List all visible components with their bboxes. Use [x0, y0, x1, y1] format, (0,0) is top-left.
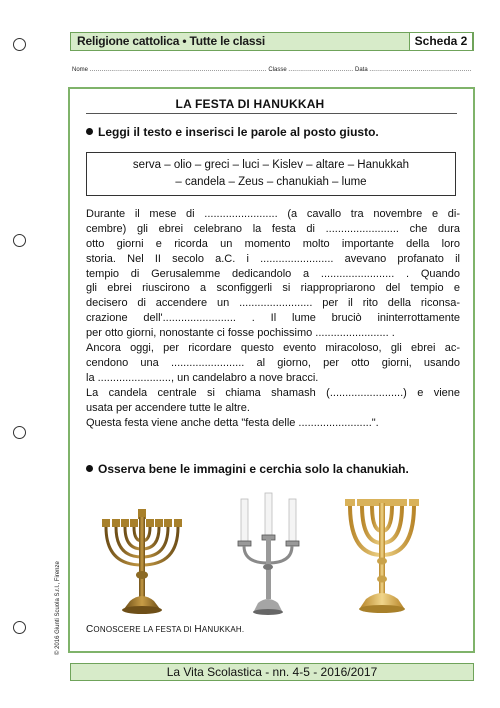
text-line: decisero di accendere un ........................ per il rito della riconsa- [86, 297, 460, 310]
instruction-observe-text: Osserva bene le immagini e cerchia solo la chanukiah. [98, 462, 409, 476]
date-label: Data [355, 67, 368, 73]
header-bar [70, 32, 474, 51]
text-line: cembre) gli ebrei celebrano la festa di ........................ che dura [86, 222, 460, 235]
page-title: LA FESTA DI HANUKKAH [175, 97, 325, 111]
class-field[interactable]: ................................. [288, 67, 354, 73]
text-line: cendono una ........................ al giorno, per otto giorni, usando [86, 356, 460, 369]
instruction-read [86, 125, 379, 139]
copyright-text: © 2016 Giunti Scuola S.r.l., Firenze [55, 561, 61, 655]
text-line: otto giorni e ricorda un momento molto importante della loro [86, 237, 460, 250]
word-bank-line: serva – olio – greci – luci – Kislev – altare – Hanukkah [132, 159, 410, 171]
text-line: tempio di Gerusalemme dedicandolo a ........................ . Quando [86, 267, 460, 280]
punch-hole [13, 621, 26, 634]
story-text [86, 207, 460, 430]
text-line: gli ebrei riuscirono a sconfiggerli si riappropriarono del tempio e [86, 282, 460, 295]
subject-title: Religione cattolica • Tutte le classi [77, 34, 265, 48]
bullet-icon [86, 128, 93, 135]
sheet-number: Scheda 2 [409, 32, 473, 51]
punch-hole [13, 38, 26, 51]
footer-bar: La Vita Scolastica - nn. 4-5 - 2016/2017 [70, 663, 474, 681]
menorah-image[interactable] [332, 491, 432, 619]
text-line: crazione dell'........................ . Il lume bruciò ininterrottamente [86, 312, 460, 325]
text-line: per otto giorni, nonostante ci fosse pochissimo ........................ . [86, 327, 395, 340]
instruction-read-text: Leggi il testo e inserisci le parole al posto giusto. [98, 125, 379, 139]
text-line: La candela centrale si chiama shamash (........................) e viene [86, 386, 460, 399]
date-field[interactable]: .................................................... [369, 67, 472, 73]
name-label: Nome [72, 67, 89, 73]
text-line: Durante il mese di ........................ (a cavallo tra novembre e di- [86, 208, 460, 220]
text-line: usata per accendere tutte le altre. [86, 401, 250, 414]
punch-hole [13, 426, 26, 439]
text-line: la ........................, un candelabro a nove bracci. [86, 371, 319, 384]
word-bank [86, 152, 456, 196]
text-line: Questa festa viene anche detta "festa delle ........................". [86, 416, 379, 429]
caption: CONOSCERE LA FESTA DI HANUKKAH. [86, 624, 245, 635]
name-field[interactable]: .......................................................................................... [89, 67, 267, 73]
bullet-icon [86, 465, 93, 472]
word-bank-line: – candela – Zeus – chanukiah – lume [175, 176, 367, 188]
chanukiah-image[interactable] [92, 491, 192, 619]
title-divider [86, 113, 457, 114]
punch-hole [13, 234, 26, 247]
text-line: storia. Nel II secolo a.C. i ........................ avevano profanato il [86, 252, 460, 265]
instruction-observe [86, 462, 409, 476]
text-line: Ancora oggi, per ricordare questo evento miracoloso, gli ebrei ac- [86, 342, 460, 355]
student-fields [72, 67, 474, 73]
class-label: Classe [268, 67, 287, 73]
candelabra-image[interactable] [228, 491, 308, 619]
